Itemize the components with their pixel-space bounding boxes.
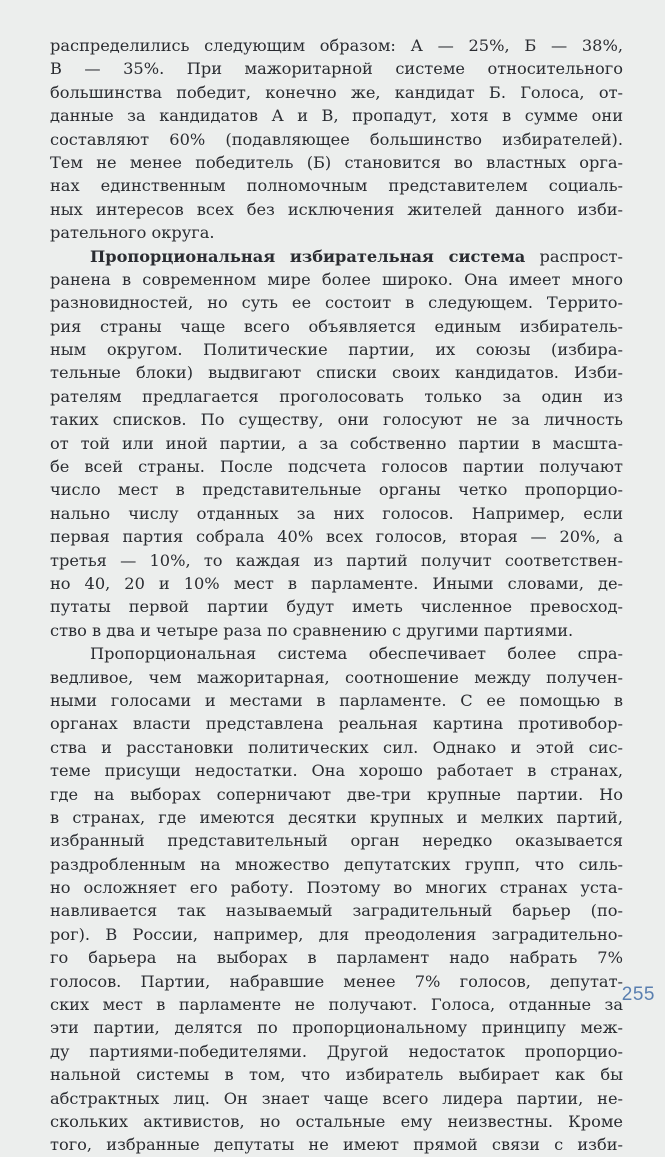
text-line: ских мест в парламенте не получают. Голоса, отданные за: [50, 995, 623, 1015]
text-line: число мест в представительные органы четко пропорцио-: [50, 480, 623, 500]
text-line: нах единственным полномочным представителем социаль-: [50, 176, 623, 196]
text-fragment: распрост-: [525, 246, 623, 266]
text-line: теме присущи недостатки. Она хорошо работает в странах,: [50, 761, 623, 781]
text-line: большинства победит, конечно же, кандидат Б. Голоса, от-: [50, 82, 623, 102]
text-line: [50, 245, 623, 268]
text-line: голосов. Партии, набравшие менее 7% голосов, депутат-: [50, 971, 623, 991]
text-line: раздробленным на множество депутатских групп, что силь-: [50, 854, 623, 874]
text-line: от той или иной партии, а за собственно партии в масшта-: [50, 433, 623, 453]
text-line: рог). В России, например, для преодоления заградительно-: [50, 924, 623, 944]
text-line: Тем не менее победитель (Б) становится во властных орга-: [50, 152, 623, 172]
text-line: но осложняет его работу. Поэтому во многих странах уста-: [50, 878, 623, 898]
text-line: нальной системы в том, что избиратель выбирает как бы: [50, 1065, 623, 1085]
text-line: разновидностей, но суть ее состоит в следующем. Террито-: [50, 293, 623, 313]
text-line: ведливое, чем мажоритарная, соотношение между получен-: [50, 667, 623, 687]
term-proportional-system: Пропорциональная избирательная система: [90, 246, 526, 266]
page-number: 255: [621, 984, 655, 1005]
text-line: ранена в современном мире более широко. Она имеет много: [50, 269, 623, 289]
body-text: [50, 34, 623, 1157]
text-line: бе всей страны. После подсчета голосов партии получают: [50, 457, 623, 477]
text-line: эти партии, делятся по пропорциональному принципу меж-: [50, 1018, 623, 1038]
text-line: рателям предлагается проголосовать только за один из: [50, 386, 623, 406]
text-line: ство в два и четыре раза по сравнению с другими партиями.: [50, 620, 574, 640]
text-line: ными голосами и местами в парламенте. С ее помощью в: [50, 690, 623, 710]
text-line: третья — 10%, то каждая из партий получит соответствен-: [50, 550, 623, 570]
text-line: составляют 60% (подавляющее большинство избирателей).: [50, 129, 623, 149]
text-line: избранный представительный орган нередко оказывается: [50, 831, 623, 851]
text-line: В — 35%. При мажоритарной системе относительного: [50, 59, 623, 79]
paragraph-1: [50, 34, 623, 245]
text-line: ства и расстановки политических сил. Однако и этой сис-: [50, 737, 623, 757]
text-line: нально числу отданных за них голосов. Например, если: [50, 503, 623, 523]
text-line: путаты первой партии будут иметь численное превосход-: [50, 597, 623, 617]
text-line: Пропорциональная система обеспечивает более спра-: [90, 644, 623, 664]
text-line: тельные блоки) выдвигают списки своих кандидатов. Изби-: [50, 363, 623, 383]
text-line: ных интересов всех без исключения жителей данного изби-: [50, 199, 623, 219]
text-line: данные за кандидатов А и В, пропадут, хотя в сумме они: [50, 106, 623, 126]
text-line: рия страны чаще всего объявляется единым избиратель-: [50, 316, 623, 336]
text-line: навливается так называемый заградительный барьер (по-: [50, 901, 623, 921]
text-line: го барьера на выборах в парламент надо набрать 7%: [50, 948, 623, 968]
text-line: того, избранные депутаты не имеют прямой связи с изби-: [50, 1135, 623, 1155]
text-line: органах власти представлена реальная картина противобор-: [50, 714, 623, 734]
text-line: рательного округа.: [50, 223, 215, 243]
text-line: распределились следующим образом: А — 25%, Б — 38%,: [50, 36, 623, 55]
text-line: первая партия собрала 40% всех голосов, вторая — 20%, а: [50, 527, 623, 547]
text-line: скольких активистов, но остальные ему неизвестны. Кроме: [50, 1111, 623, 1131]
text-line: в странах, где имеются десятки крупных и мелких партий,: [50, 807, 623, 827]
text-line: где на выборах соперничают две-три крупные партии. Но: [50, 784, 623, 804]
paragraph-2: [50, 245, 623, 643]
text-line: но 40, 20 и 10% мест в парламенте. Иными словами, де-: [50, 573, 623, 593]
text-line: таких списков. По существу, они голосуют не за личность: [50, 410, 623, 430]
text-line: ным округом. Политические партии, их союзы (избира-: [50, 340, 623, 360]
text-line: ду партиями-победителями. Другой недостаток пропорцио-: [50, 1041, 623, 1061]
paragraph-3: [50, 642, 623, 1157]
text-line: абстрактных лиц. Он знает чаще всего лидера партии, не-: [50, 1088, 623, 1108]
